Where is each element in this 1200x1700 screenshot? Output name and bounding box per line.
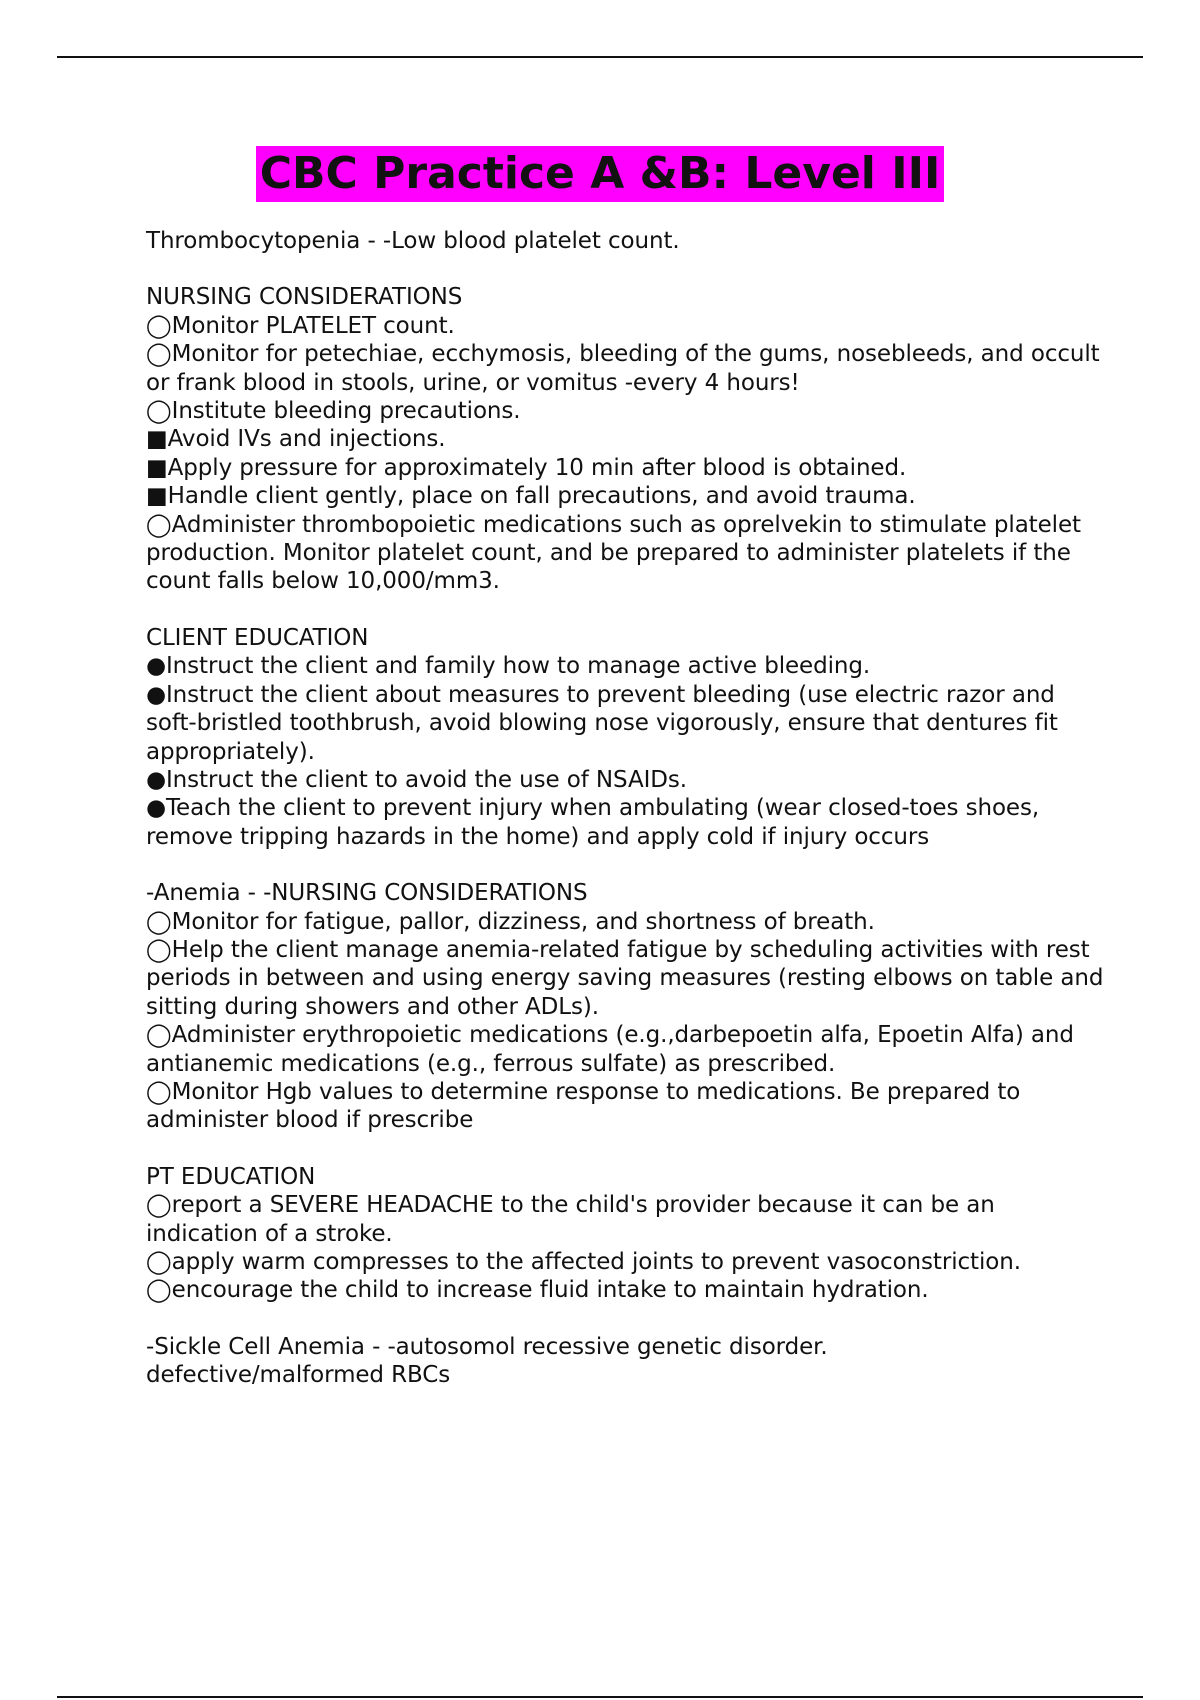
list-item: [146, 312, 1106, 340]
line-text: PT EDUCATION: [146, 1163, 316, 1190]
line-text: Institute bleeding precautions.: [171, 398, 521, 425]
section-gap: [146, 1305, 1106, 1333]
paragraph: [146, 283, 1106, 311]
line-text: encourage the child to increase fluid intake to maintain hydration.: [171, 1277, 929, 1304]
open-circle-bullet-icon: ◯: [146, 398, 172, 425]
document-section: [146, 1163, 1106, 1305]
line-text: CLIENT EDUCATION: [146, 624, 369, 651]
open-circle-bullet-icon: ◯: [146, 1078, 172, 1105]
line-text: Instruct the client to avoid the use of NSAIDs.: [165, 766, 687, 793]
document-section: [146, 227, 1106, 255]
paragraph: [146, 624, 1106, 652]
list-item: [146, 681, 1106, 766]
bottom-rule: [57, 1696, 1143, 1698]
line-text: Instruct the client and family how to manage active bleeding.: [165, 653, 871, 680]
list-item: [146, 511, 1106, 596]
line-text: Help the client manage anemia-related fatigue by scheduling activities with rest periods in between and using energy saving measures (resting elbows on table and sitting during showers and other ADLs).: [146, 936, 1104, 1020]
line-text: Monitor Hgb values to determine response to medications. Be prepared to administer blood if prescribe: [146, 1078, 1021, 1134]
line-text: Teach the client to prevent injury when ambulating (wear closed-toes shoes, remove tripping hazards in the home) and apply cold if injury occurs: [146, 795, 1040, 850]
line-text: -Anemia - -NURSING CONSIDERATIONS: [146, 880, 588, 907]
list-item: [146, 454, 1106, 482]
list-item: [146, 1021, 1106, 1078]
page-title: CBC Practice A &B: Level III: [256, 146, 945, 202]
open-circle-bullet-icon: ◯: [146, 1249, 172, 1275]
line-text: Monitor PLATELET count.: [171, 312, 455, 339]
title-block: [0, 146, 1200, 202]
filled-bullet-icon: ●: [146, 795, 166, 822]
list-item: [146, 1248, 1106, 1276]
line-text: defective/malformed RBCs: [146, 1362, 451, 1389]
list-item: [146, 1276, 1106, 1304]
open-circle-bullet-icon: ◯: [146, 511, 172, 538]
line-text: Administer erythropoietic medications (e.g.,darbepoetin alfa, Epoetin Alfa) and antianemic medications (e.g., ferrous sulfate) as prescribed.: [146, 1022, 1074, 1077]
line-text: Monitor for petechiae, ecchymosis, bleeding of the gums, nosebleeds, and occult or frank blood in stools, urine, or vomitus -every 4 hours!: [146, 341, 1100, 396]
list-item: [146, 425, 1106, 453]
list-item: [146, 397, 1106, 425]
document-section: [146, 283, 1106, 595]
list-item: [146, 766, 1106, 794]
paragraph: [146, 1163, 1106, 1191]
line-text: -Sickle Cell Anemia - -autosomol recessive genetic disorder.: [146, 1333, 828, 1360]
line-text: Thrombocytopenia - -Low blood platelet count.: [146, 228, 680, 254]
open-circle-bullet-icon: ◯: [146, 312, 172, 339]
top-rule: [57, 56, 1143, 58]
line-text: Handle client gently, place on fall precautions, and avoid trauma.: [167, 483, 916, 510]
document-section: [146, 624, 1106, 851]
list-item: [146, 652, 1106, 680]
filled-bullet-icon: ●: [146, 681, 166, 708]
section-gap: [146, 255, 1106, 283]
list-item: [146, 340, 1106, 397]
open-circle-bullet-icon: ◯: [146, 908, 172, 935]
paragraph: [146, 879, 1106, 907]
line-text: NURSING CONSIDERATIONS: [146, 284, 463, 311]
document-section: [146, 879, 1106, 1135]
list-item: [146, 482, 1106, 510]
open-circle-bullet-icon: ◯: [146, 936, 172, 963]
square-bullet-icon: ■: [146, 426, 168, 453]
line-text: Apply pressure for approximately 10 min after blood is obtained.: [167, 454, 907, 481]
list-item: [146, 794, 1106, 851]
section-gap: [146, 596, 1106, 624]
list-item: [146, 908, 1106, 936]
filled-bullet-icon: ●: [146, 766, 166, 793]
list-item: [146, 1078, 1106, 1135]
paragraph: [146, 227, 1106, 255]
paragraph: [146, 1333, 1106, 1361]
line-text: Administer thrombopoietic medications such as oprelvekin to stimulate platelet production. Monitor platelet count, and be prepared to administer platelets if the count falls below 10,000/mm3.: [146, 511, 1081, 595]
paragraph: [146, 1361, 1106, 1389]
section-gap: [146, 851, 1106, 879]
square-bullet-icon: ■: [146, 454, 168, 481]
document-body: [146, 227, 1106, 1390]
square-bullet-icon: ■: [146, 483, 168, 510]
list-item: [146, 1191, 1106, 1248]
open-circle-bullet-icon: ◯: [146, 1277, 172, 1304]
document-section: [146, 1333, 1106, 1390]
line-text: report a SEVERE HEADACHE to the child's provider because it can be an indication of a stroke.: [146, 1192, 995, 1247]
section-gap: [146, 1135, 1106, 1163]
open-circle-bullet-icon: ◯: [146, 341, 172, 368]
line-text: Avoid IVs and injections.: [167, 426, 446, 453]
list-item: [146, 936, 1106, 1021]
line-text: apply warm compresses to the affected joints to prevent vasoconstriction.: [171, 1249, 1021, 1275]
line-text: Monitor for fatigue, pallor, dizziness, and shortness of breath.: [171, 908, 875, 935]
filled-bullet-icon: ●: [146, 653, 166, 680]
line-text: Instruct the client about measures to prevent bleeding (use electric razor and soft-bristled toothbrush, avoid blowing nose vigorously, ensure that dentures fit appropriately).: [146, 681, 1058, 765]
open-circle-bullet-icon: ◯: [146, 1192, 172, 1219]
open-circle-bullet-icon: ◯: [146, 1022, 172, 1049]
